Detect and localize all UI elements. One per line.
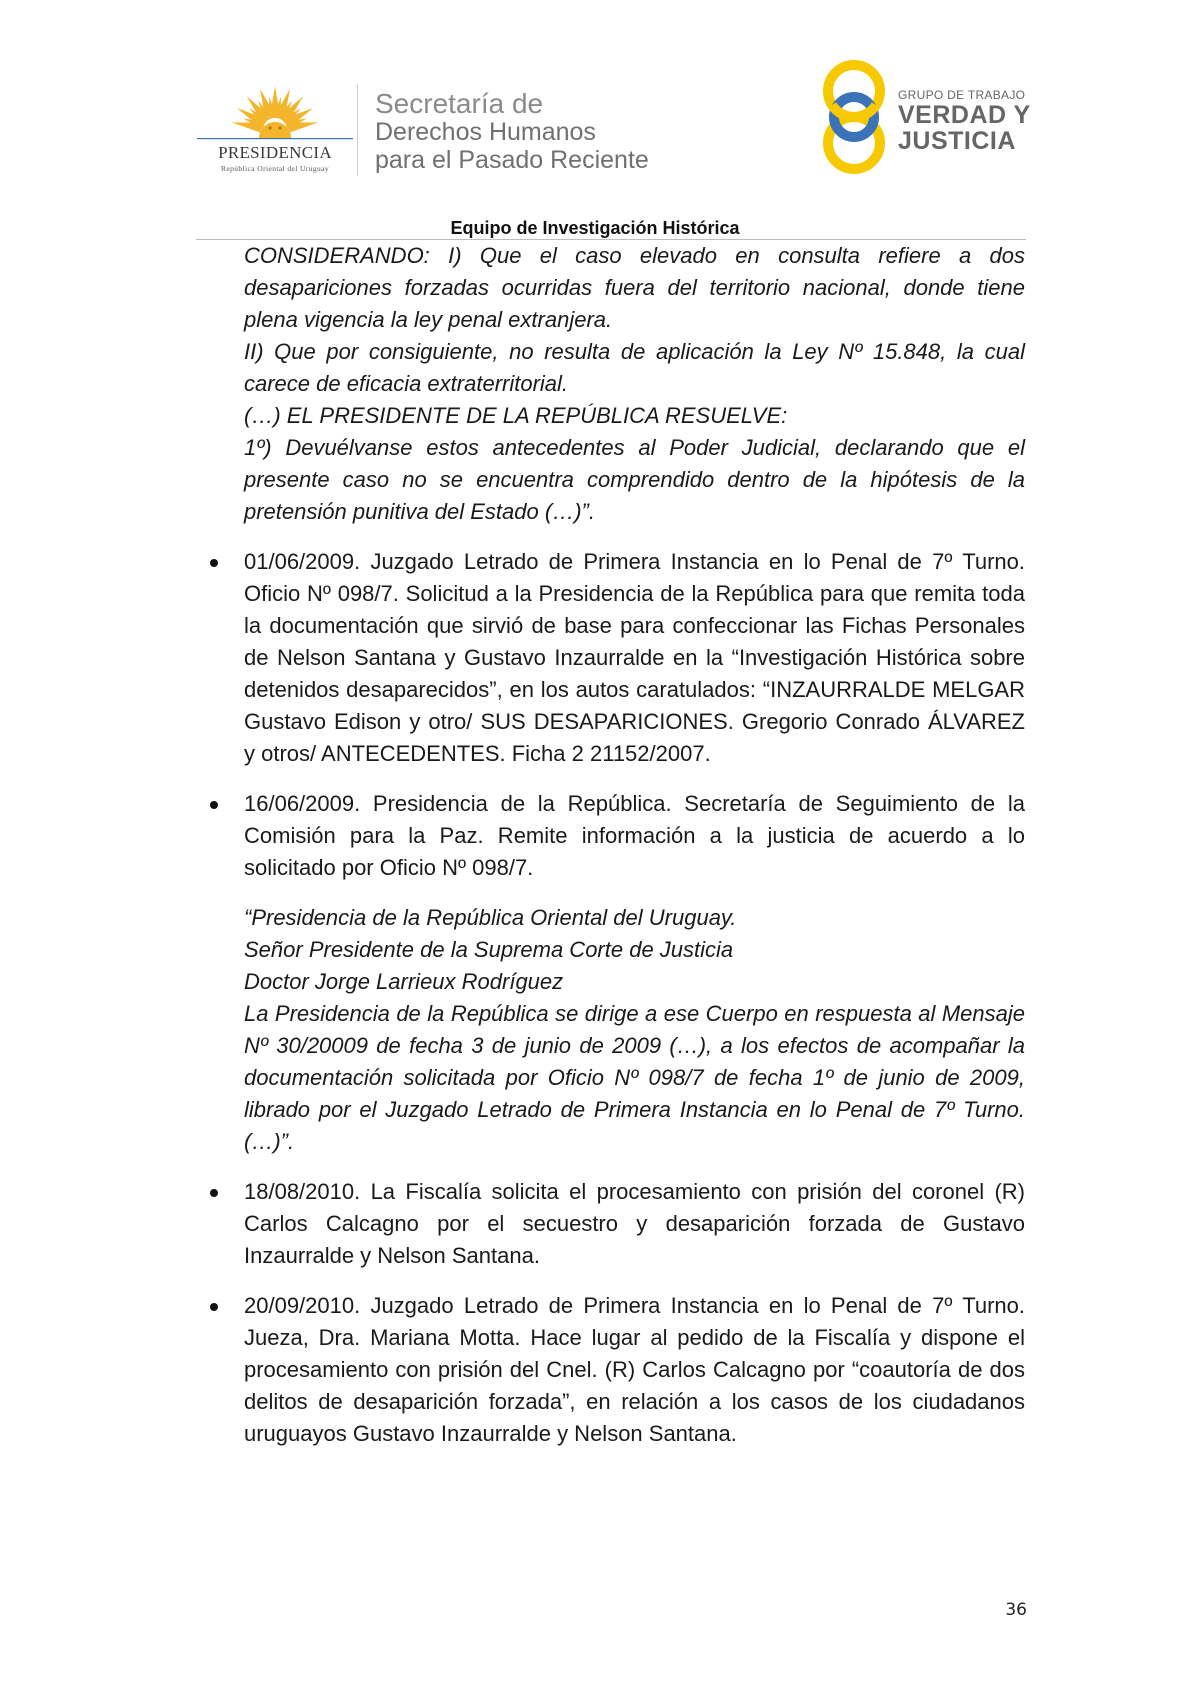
secretaria-line-1: Secretaría de	[375, 88, 544, 119]
quote-2-paragraph: La Presidencia de la República se dirige a ese Cuerpo en respuesta al Mensaje Nº 30/20009 de fecha 3 de junio de 2009 (…), a los efectos de acompañar la documentación solicitada por Oficio Nº 098/7 de fecha 1º de junio de 2009, librado por el Juzgado Letrado de Primera Instancia en lo Penal de 7º Turno. (…)”.	[244, 1001, 1025, 1154]
presidencia-subtitle: República Oriental del Uruguay	[220, 164, 329, 173]
list-item	[244, 1290, 1025, 1450]
page-header	[0, 0, 1190, 240]
quote-1-paragraph-4: 1º) Devuélvanse estos antecedentes al Poder Judicial, declarando que el presente caso no se encuentra comprendido dentro de la hipótesis de la pretensión punitiva del Estado (…)”.	[244, 435, 1025, 524]
list-item	[244, 1176, 1025, 1272]
presidencia-sun-logo	[195, 78, 355, 178]
bullet-text: 16/06/2009. Presidencia de la República. Secretaría de Seguimiento de la Comisión para la Paz. Remite información a la justicia de acuerdo a lo solicitado por Oficio Nº 098/7.	[244, 791, 1025, 880]
page-number: 36	[1005, 1600, 1027, 1620]
grupo-line-2: VERDAD Y	[898, 101, 1031, 129]
quote-2-line-1: “Presidencia de la República Oriental del Uruguay.	[244, 905, 737, 930]
quote-block-1	[244, 240, 1025, 528]
bullet-icon	[210, 1189, 218, 1197]
header-title: Equipo de Investigación Histórica	[450, 218, 740, 238]
secretaria-line-3: para el Pasado Reciente	[375, 146, 649, 174]
secretaria-line-2: Derechos Humanos	[375, 118, 596, 146]
grupo-trabajo-text	[898, 88, 1031, 154]
quote-1-paragraph-1: CONSIDERANDO: I) Que el caso elevado en consulta refiere a dos desapariciones forzadas ocurridas fuera del territorio nacional, donde tiene plena vigencia la ley penal extranjera.	[244, 243, 1025, 332]
page-body	[244, 240, 1025, 1450]
bullet-icon	[210, 801, 218, 809]
bullet-icon	[210, 559, 218, 567]
grupo-line-3: JUSTICIA	[898, 127, 1016, 155]
quote-2-line-2: Señor Presidente de la Suprema Corte de Justicia	[244, 937, 734, 962]
grupo-line-1: GRUPO DE TRABAJO	[898, 88, 1026, 102]
quote-1-paragraph-2: II) Que por consiguiente, no resulta de aplicación la Ley Nº 15.848, la cual carece de eficacia extraterritorial.	[244, 339, 1025, 396]
quote-block-2	[244, 902, 1025, 1158]
quote-1-paragraph-3: (…) EL PRESIDENTE DE LA REPÚBLICA RESUELVE:	[244, 403, 788, 428]
bullet-icon	[210, 1303, 218, 1311]
presidencia-name: PRESIDENCIA	[218, 143, 332, 162]
secretaria-logo-text	[375, 90, 649, 174]
header-divider	[357, 84, 358, 176]
bullet-text: 01/06/2009. Juzgado Letrado de Primera Instancia en lo Penal de 7º Turno. Oficio Nº 098/7. Solicitud a la Presidencia de la República para que remita toda la documentación que sirvió de base para confeccionar las Fichas Personales de Nelson Santana y Gustavo Inzaurralde en la “Investigación Histórica sobre detenidos desaparecidos”, en los autos caratulados: “INZAURRALDE MELGAR Gustavo Edison y otro/ SUS DESAPARICIONES. Gregorio Conrado ÁLVAREZ y otros/ ANTECEDENTES. Ficha 2 21152/2007.	[244, 549, 1025, 766]
verdad-justicia-rings-logo	[818, 55, 906, 179]
bullet-text: 18/08/2010. La Fiscalía solicita el procesamiento con prisión del coronel (R) Carlos Calcagno por el secuestro y desaparición forzada de Gustavo Inzaurralde y Nelson Santana.	[244, 1179, 1025, 1268]
list-item	[244, 788, 1025, 884]
bullet-text: 20/09/2010. Juzgado Letrado de Primera Instancia en lo Penal de 7º Turno. Jueza, Dra. Mariana Motta. Hace lugar al pedido de la Fiscalía y dispone el procesamiento con prisión del Cnel. (R) Carlos Calcagno por “coautoría de dos delitos de desaparición forzada”, en relación a los casos de los ciudadanos uruguayos Gustavo Inzaurralde y Nelson Santana.	[244, 1293, 1025, 1446]
quote-2-line-3: Doctor Jorge Larrieux Rodríguez	[244, 969, 564, 994]
list-item	[244, 546, 1025, 770]
